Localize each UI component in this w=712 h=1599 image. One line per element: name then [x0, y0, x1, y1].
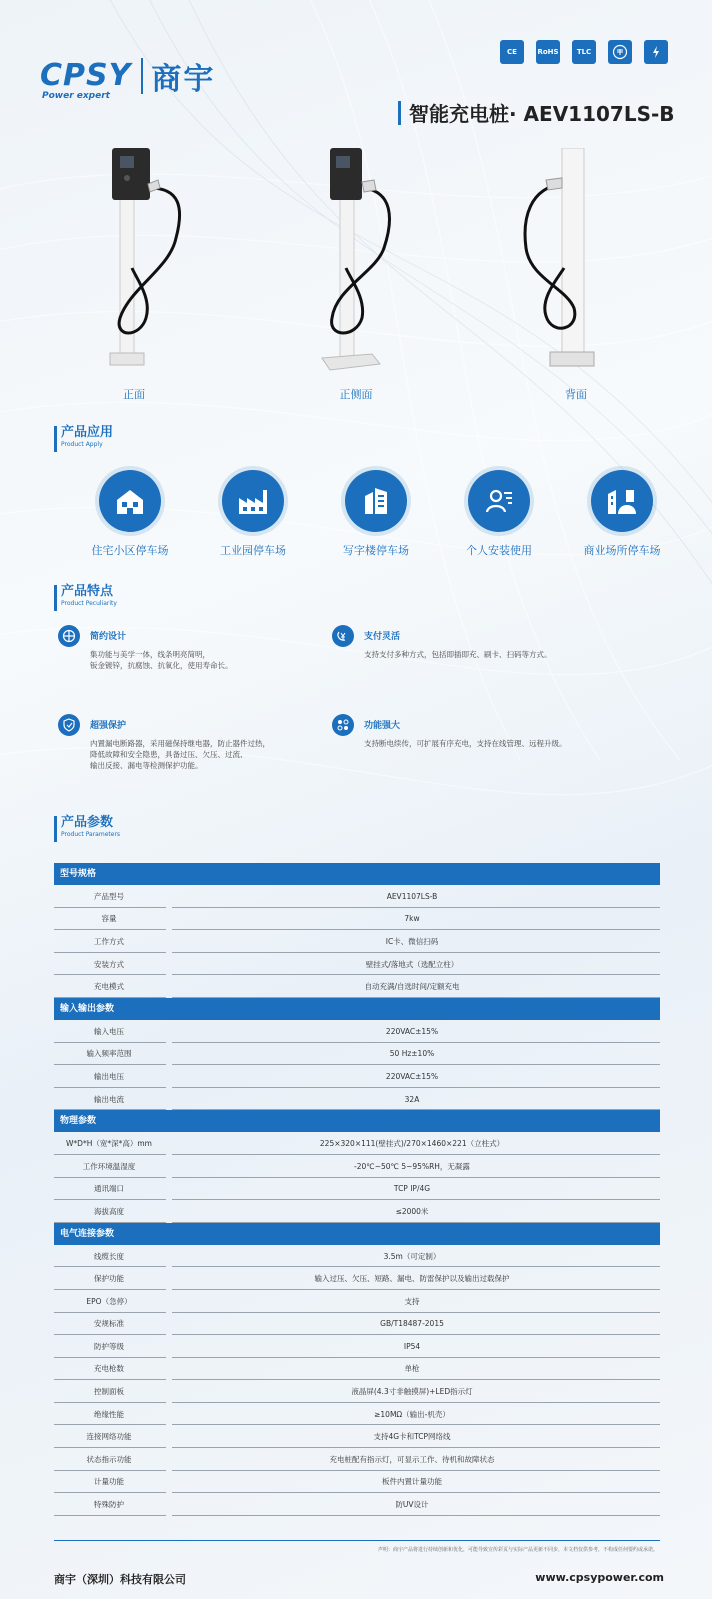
param-key: 输入电压	[94, 1026, 124, 1036]
param-row	[54, 1043, 660, 1066]
param-key: 容量	[101, 914, 117, 924]
param-key: 充电枪数	[94, 1364, 124, 1374]
param-value: IC卡、微信扫码	[385, 936, 439, 946]
office-building-icon	[345, 470, 407, 532]
param-key: 特殊防护	[94, 1500, 124, 1510]
feature-title: 支付灵活	[364, 632, 401, 642]
param-value: 220VAC±15%	[385, 1071, 439, 1081]
param-row	[54, 1425, 660, 1448]
shield-icon	[58, 714, 80, 736]
params-table	[54, 863, 660, 1516]
param-row	[54, 1403, 660, 1426]
application-label: 个人安装使用	[466, 544, 532, 557]
param-row	[54, 1245, 660, 1268]
product-image-back	[506, 148, 626, 378]
certification-badges	[500, 40, 668, 64]
param-group-header: 电气连接参数	[54, 1223, 660, 1245]
view-label-side: 正侧面	[339, 388, 373, 401]
section-accent-bar	[54, 816, 57, 842]
param-row	[54, 953, 660, 976]
product-image-side	[292, 148, 412, 378]
application-commercial	[562, 470, 682, 558]
param-key: 工作环境温湿度	[82, 1161, 136, 1171]
param-value: 220VAC±15%	[385, 1026, 439, 1036]
param-value: 输入过压、欠压、短路、漏电、防雷保护以及输出过载保护	[314, 1274, 510, 1284]
param-row	[54, 1313, 660, 1336]
param-value: 32A	[404, 1094, 420, 1104]
param-value: 防UV设计	[395, 1500, 429, 1510]
param-key: 状态指示功能	[86, 1454, 132, 1464]
param-value: 支持4G卡和TCP网络线	[373, 1432, 451, 1442]
param-key: 计量功能	[94, 1477, 124, 1487]
param-key: 防护等级	[94, 1341, 124, 1351]
param-value: 225×320×111(壁挂式)/270×1460×221（立柱式）	[319, 1139, 505, 1149]
param-key: 安装方式	[94, 959, 124, 969]
param-row	[54, 975, 660, 998]
tlc-icon: TLC	[572, 40, 596, 64]
section-title: 产品应用	[61, 425, 114, 440]
param-value: 液晶屏(4.3寸非触摸屏)+LED指示灯	[351, 1387, 473, 1397]
param-key: 通讯端口	[94, 1184, 124, 1194]
param-key: 输出电流	[94, 1094, 124, 1104]
param-row	[54, 1132, 660, 1155]
energy-cert-icon	[644, 40, 668, 64]
param-value: 50 Hz±10%	[389, 1049, 435, 1059]
param-group-header: 输入输出参数	[54, 998, 660, 1020]
product-image-front	[80, 148, 200, 378]
param-key: 充电模式	[94, 982, 124, 992]
logo-cn: 商宇	[151, 62, 216, 97]
feature-title: 功能强大	[364, 721, 401, 731]
feature-description: 支持断电续传，可扩展有序充电，支持在线管理、远程升级。	[364, 739, 567, 748]
product-title	[398, 98, 675, 127]
personal-user-icon	[468, 470, 530, 532]
param-row	[54, 885, 660, 908]
section-applications-header	[54, 426, 113, 452]
feature-design	[58, 625, 338, 685]
section-accent-bar	[54, 585, 57, 611]
param-row	[54, 1088, 660, 1111]
param-key: 保护功能	[94, 1274, 124, 1284]
param-key: 安规标准	[94, 1319, 124, 1329]
param-key: 工作方式	[94, 936, 124, 946]
section-subtitle: Product Parameters	[61, 831, 121, 838]
param-key: 输入频率范围	[86, 1049, 132, 1059]
application-personal	[439, 470, 559, 558]
param-value: 充电桩配有指示灯，可显示工作、待机和故障状态	[329, 1454, 495, 1464]
param-value: 壁挂式/落地式（选配立柱）	[365, 959, 459, 969]
ce-mark-icon: CE	[500, 40, 524, 64]
param-key: 控制面板	[94, 1387, 124, 1397]
param-key: 输出电压	[94, 1071, 124, 1081]
function-grid-icon	[332, 714, 354, 736]
section-subtitle: Product Peculiarity	[61, 600, 117, 607]
residential-building-icon	[99, 470, 161, 532]
param-value: 自动充满/自选时间/定额充电	[364, 982, 460, 992]
footer-divider	[54, 1540, 660, 1541]
feature-title: 简约设计	[90, 632, 127, 642]
param-value: GB/T18487-2015	[380, 1319, 444, 1329]
feature-protection	[58, 714, 338, 774]
feature-payment	[332, 625, 612, 685]
feature-description: 集功能与美学一体，线条明亮简明， 钣金镀锌，抗腐蚀、抗氧化，使用寿命长。	[90, 650, 233, 670]
param-value: AEV1107LS-B	[386, 891, 438, 901]
section-features-header	[54, 585, 117, 611]
logo-divider	[141, 58, 143, 94]
application-residential	[70, 470, 190, 558]
param-row	[54, 1290, 660, 1313]
section-title: 产品参数	[61, 815, 114, 830]
rohs-icon: RoHS	[536, 40, 560, 64]
application-label: 写字楼停车场	[343, 544, 409, 557]
param-value: TCP IP/4G	[393, 1184, 431, 1194]
company-name: 商宇（深圳）科技有限公司	[54, 1573, 186, 1586]
param-group-header: 物理参数	[54, 1110, 660, 1132]
factory-icon	[222, 470, 284, 532]
application-label: 商业场所停车场	[583, 544, 661, 557]
param-value: 7kw	[404, 914, 420, 924]
feature-function	[332, 714, 612, 774]
param-row	[54, 1471, 660, 1494]
certification-seal-icon	[608, 40, 632, 64]
logo-text: CPSY	[40, 58, 132, 93]
param-value: 3.5m（可定制）	[383, 1251, 441, 1261]
param-row	[54, 1335, 660, 1358]
param-value: 支持	[404, 1296, 420, 1306]
param-key: 产品型号	[94, 891, 124, 901]
param-row	[54, 1493, 660, 1516]
param-key: 线缆长度	[94, 1251, 124, 1261]
param-row	[54, 1020, 660, 1043]
param-value: ≥10MΩ（输出-机壳）	[374, 1409, 450, 1419]
design-icon	[58, 625, 80, 647]
param-row	[54, 1267, 660, 1290]
footer-disclaimer: 声明：商宇产品将进行持续创新和优化，可能导致宣传彩页与实际产品更新不同步，本文档仅供参考，不构成任何要约或承诺。	[377, 1547, 658, 1553]
param-value: -20℃~50℃ 5~95%RH，无凝露	[354, 1161, 470, 1171]
section-params-header	[54, 816, 120, 842]
section-title: 产品特点	[61, 584, 114, 599]
param-row	[54, 1065, 660, 1088]
param-row	[54, 1448, 660, 1471]
param-value: 板件内置计量功能	[382, 1477, 442, 1487]
view-label-back: 背面	[565, 388, 587, 401]
feature-description: 内置漏电断路器，采用磁保持继电器，防止器件过热， 降低故障和安全隐患，具备过压、欠压、过流、 输出反接、漏电等检测保护功能。	[90, 739, 270, 770]
view-label-front: 正面	[123, 388, 145, 401]
application-label: 工业园停车场	[220, 544, 286, 557]
param-row	[54, 1380, 660, 1403]
commercial-venue-icon	[591, 470, 653, 532]
param-value: IP54	[403, 1341, 421, 1351]
feature-title: 超强保护	[90, 721, 127, 731]
payment-icon	[332, 625, 354, 647]
param-row	[54, 1200, 660, 1223]
section-subtitle: Product Apply	[61, 441, 103, 448]
param-group-header: 型号规格	[54, 863, 660, 885]
param-row	[54, 1155, 660, 1178]
application-label: 住宅小区停车场	[91, 544, 169, 557]
section-accent-bar	[54, 426, 57, 452]
param-key: EPO（急停）	[86, 1296, 132, 1306]
param-row	[54, 1178, 660, 1201]
param-key: 连接网络功能	[86, 1432, 132, 1442]
param-value: 单枪	[404, 1364, 420, 1374]
title-accent-bar	[398, 101, 401, 125]
website-link[interactable]: www.cpsypower.com	[535, 1571, 664, 1584]
brand-logo	[40, 56, 216, 101]
param-key: W*D*H（宽*深*高）mm	[66, 1139, 152, 1149]
feature-description: 支持支付多种方式，包括即插即充、刷卡、扫码等方式。	[364, 650, 552, 659]
page-title: 智能充电桩· AEV1107LS-B	[409, 102, 675, 126]
param-key: 绝缘性能	[94, 1409, 124, 1419]
param-row	[54, 908, 660, 931]
param-row	[54, 1358, 660, 1381]
application-industrial	[193, 470, 313, 558]
application-office	[316, 470, 436, 558]
param-row	[54, 930, 660, 953]
param-key: 海拔高度	[94, 1206, 124, 1216]
param-value: ≤2000米	[395, 1206, 429, 1216]
logo-tagline: Power expert	[42, 91, 110, 101]
